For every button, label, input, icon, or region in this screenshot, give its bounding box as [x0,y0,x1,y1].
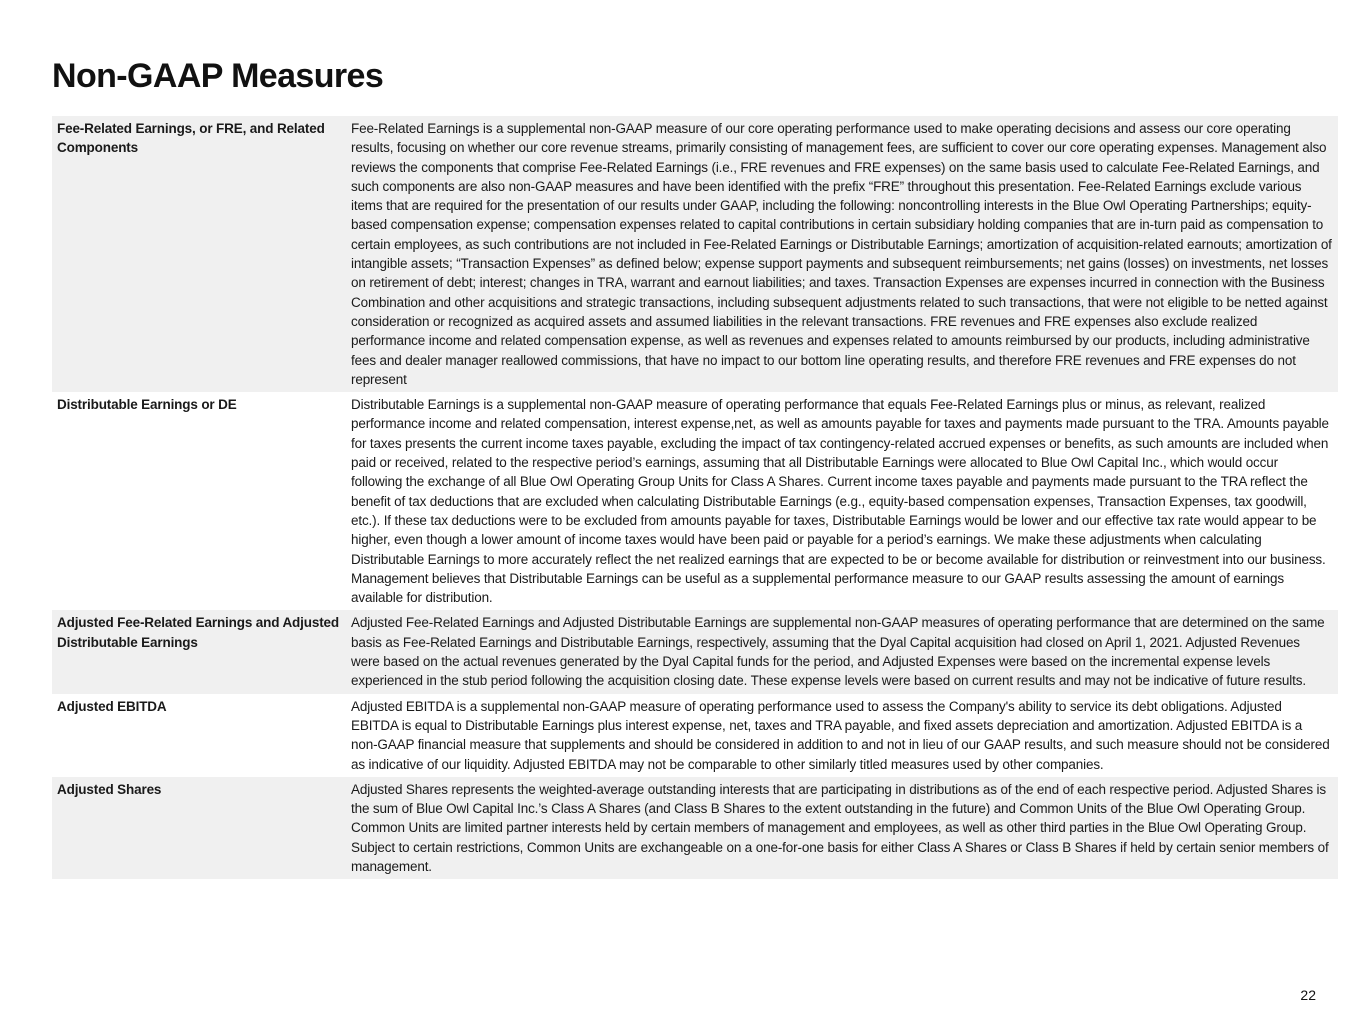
measure-term: Fee-Related Earnings, or FRE, and Related Components [52,116,346,392]
page-number: 22 [1300,987,1316,1003]
measure-definition: Distributable Earnings is a supplemental non-GAAP measure of operating performance that equals Fee-Related Earnings plus or minus, as relevant, realized performance income and related compensation, interest expense,net, as well as amounts payable for taxes and payments made pursuant to the TRA. Amounts payable for taxes presents the current income taxes payable, excluding the impact of tax contingency-related accrued expenses or benefits, as such amounts are included when paid or received, related to the respective period’s earnings, assuming that all Distributable Earnings were allocated to Blue Owl Capital Inc., which would occur following the exchange of all Blue Owl Operating Group Units for Class A Shares. Current income taxes payable and payments made pursuant to the TRA reflect the benefit of tax deductions that are excluded when calculating Distributable Earnings (e.g., equity-based compensation expenses, Transaction Expenses, tax goodwill, etc.). If these tax deductions were to be excluded from amounts payable for taxes, Distributable Earnings would be lower and our effective tax rate would appear to be higher, even though a lower amount of income taxes would have been paid or payable for a period’s earnings. We make these adjustments when calculating Distributable Earnings to more accurately reflect the net realized earnings that are expected to be or become available for distribution or reinvestment into our business. Management believes that Distributable Earnings can be useful as a supplemental performance measure to our GAAP results assessing the amount of earnings available for distribution. [351,397,1329,606]
measure-definition: Adjusted Fee-Related Earnings and Adjusted Distributable Earnings are supplemental non-GAAP measures of operating performance that are determined on the same basis as Fee-Related Earnings and Distributable Earnings, respectively, assuming that the Dyal Capital acquisition had closed on April 1, 2021. Adjusted Revenues were based on the actual revenues generated by the Dyal Capital funds for the period, and Adjusted Expenses were based on the incremental expense levels experienced in the stub period following the acquisition closing date. These expense levels were based on current results and may not be indicative of future results. [346,610,1338,693]
measure-term: Adjusted EBITDA [57,698,167,714]
measure-definition: Adjusted EBITDA is a supplemental non-GAAP measure of operating performance used to assess the Company's ability to service its debt obligations. Adjusted EBITDA is equal to Distributable Earnings plus interest expense, net, taxes and TRA payable, and fixed assets depreciation and amortization. Adjusted EBITDA is a non-GAAP financial measure that supplements and should be considered in addition to and not in lieu of our GAAP results, and such measure should not be considered as indicative of our liquidity. Adjusted EBITDA may not be comparable to other similarly titled measures used by other companies. [351,698,1330,772]
measure-term: Adjusted Fee-Related Earnings and Adjusted Distributable Earnings [52,610,346,693]
table-row [52,116,1338,392]
measure-definition: Adjusted Shares represents the weighted-average outstanding interests that are participating in distributions as of the end of each respective period. Adjusted Shares is the sum of Blue Owl Capital Inc.’s Class A Shares (and Class B Shares to the extent outstanding in the future) and Common Units of the Blue Owl Operating Group. Common Units are limited partner interests held by certain members of management and employees, as well as other third parties in the Blue Owl Operating Group. Subject to certain restrictions, Common Units are exchangeable on a one-for-one basis for either Class A Shares or Class B Shares if held by certain senior members of management. [346,777,1338,879]
measure-definition: Fee-Related Earnings is a supplemental non-GAAP measure of our core operating performance used to make operating decisions and assess our core operating results, focusing on whether our core revenue streams, primarily consisting of management fees, are sufficient to cover our core operating expenses. Management also reviews the components that comprise Fee-Related Earnings (i.e., FRE revenues and FRE expenses) on the same basis used to calculate Fee-Related Earnings, and such components are also non-GAAP measures and have been identified with the prefix “FRE” throughout this presentation. Fee-Related Earnings exclude various items that are required for the presentation of our results under GAAP, including the following: noncontrolling interests in the Blue Owl Operating Partnerships; equity-based compensation expense; compensation expenses related to capital contributions in certain subsidiary holding companies that are in-turn paid as compensation to certain employees, as such contributions are not included in Fee-Related Earnings or Distributable Earnings; amortization of acquisition-related earnouts; amortization of intangible assets; “Transaction Expenses” as defined below; expense support payments and subsequent reimbursements; net gains (losses) on investments, net losses on retirement of debt; interest; changes in TRA, warrant and earnout liabilities; and taxes. Transaction Expenses are expenses incurred in connection with the Business Combination and other acquisitions and strategic transactions, including subsequent adjustments related to such transactions, that were not eligible to be netted against consideration or recognized as acquired assets and assumed liabilities in the relevant transactions. FRE revenues and FRE expenses also exclude realized performance income and related compensation expense, as well as revenues and expenses related to amounts reimbursed by our products, including administrative fees and dealer manager reallowed commissions, that have no impact to our bottom line operating results, and therefore FRE revenues and FRE expenses do not represent [346,116,1338,392]
table-row [52,777,1338,879]
page-title: Non-GAAP Measures [52,57,384,95]
table-row [52,392,1338,610]
measure-term: Adjusted Shares [52,777,346,879]
measure-term: Distributable Earnings or DE [57,397,237,413]
measures-table [52,116,1338,879]
table-row [52,610,1338,693]
table-row [52,694,1338,777]
